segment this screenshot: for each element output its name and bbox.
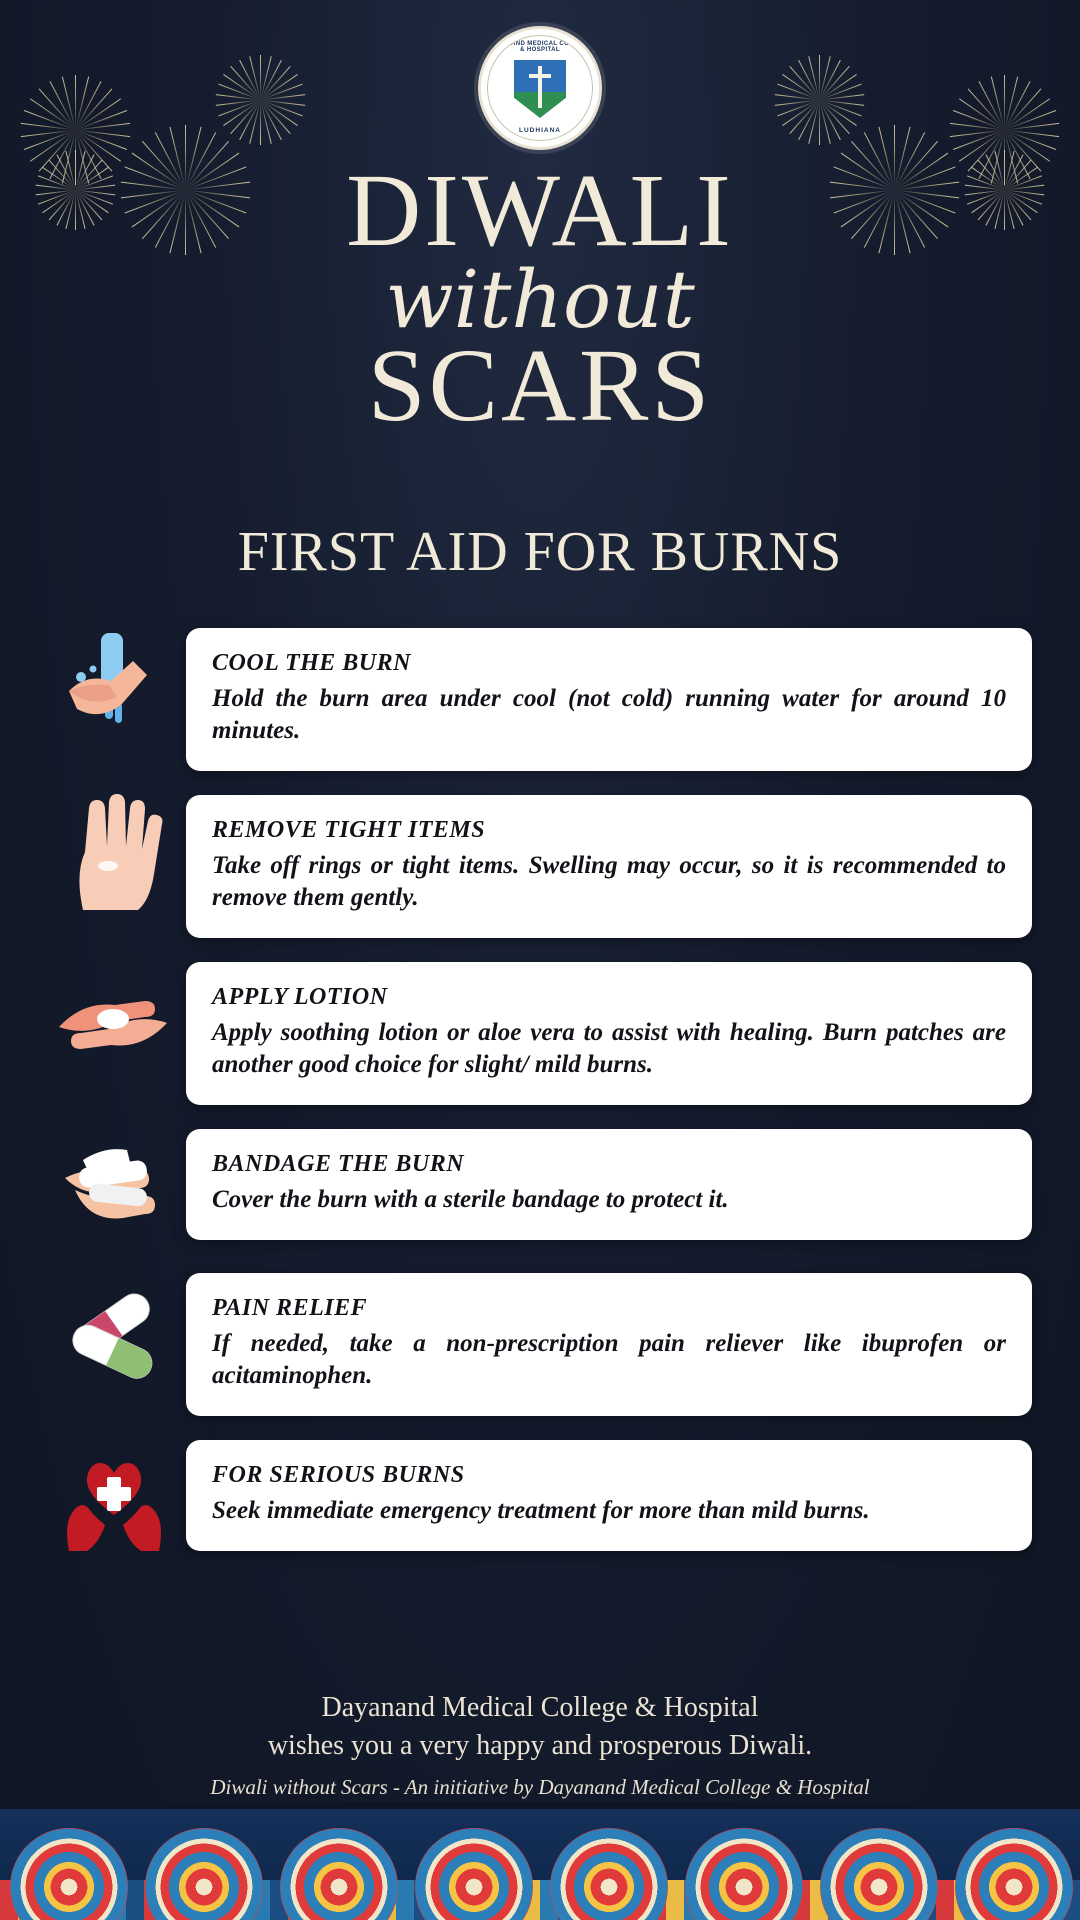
step-card	[186, 1129, 1032, 1240]
step-title: PAIN RELIEF	[212, 1295, 368, 1321]
step-text: If needed, take a non-prescription pain reliever like ibuprofen or acitaminophen.	[212, 1330, 1006, 1389]
firework-burst-icon	[950, 20, 1060, 130]
logo-ring-text: DAYANAND MEDICAL COLLEGE & HOSPITAL	[488, 41, 592, 53]
step-card	[186, 628, 1032, 771]
mandala-icon	[145, 1828, 263, 1920]
footer-tagline: Diwali without Scars - An initiative by Dayanand Medical College & Hospital	[210, 1775, 870, 1799]
hand-under-running-water-icon	[48, 628, 180, 748]
mandala-icon	[415, 1828, 533, 1920]
footer-line-1: Dayanand Medical College & Hospital	[321, 1692, 759, 1724]
list-item	[0, 1273, 1080, 1416]
first-aid-steps-list	[0, 628, 1080, 1584]
step-card	[186, 962, 1032, 1105]
mandala-icon	[685, 1828, 803, 1920]
step-card	[186, 795, 1032, 938]
step-text: Apply soothing lotion or aloe vera to assist with healing. Burn patches are another good choice for slight/ mild burns.	[212, 1019, 1006, 1078]
poster-subtitle: FIRST AID FOR BURNS	[237, 521, 843, 583]
hospital-logo	[478, 26, 602, 150]
step-title: APPLY LOTION	[212, 984, 388, 1010]
mandala-icon	[10, 1828, 128, 1920]
firework-burst-icon	[775, 10, 865, 100]
step-title: BANDAGE THE BURN	[212, 1151, 465, 1177]
step-card	[186, 1273, 1032, 1416]
list-item	[0, 628, 1080, 771]
bandaged-hand-icon	[48, 1129, 180, 1249]
hands-holding-heart-cross-icon	[48, 1440, 180, 1560]
footer	[0, 1689, 1080, 1800]
hand-with-ring-icon	[48, 795, 180, 915]
title-line-1: DIWALI	[346, 153, 734, 268]
step-title: REMOVE TIGHT ITEMS	[212, 817, 486, 843]
logo-inner	[487, 35, 593, 141]
footer-line-2: wishes you a very happy and prosperous Diwali.	[267, 1730, 813, 1762]
step-title: FOR SERIOUS BURNS	[212, 1462, 465, 1488]
mandala-icon	[820, 1828, 938, 1920]
firework-burst-icon	[20, 20, 130, 130]
list-item	[0, 1129, 1080, 1249]
poster-title	[0, 153, 1080, 443]
step-card	[186, 1440, 1032, 1551]
rangoli-border-decoration	[0, 1802, 1080, 1920]
list-item	[0, 1440, 1080, 1560]
caduceus-crest-icon	[514, 60, 566, 118]
hands-applying-lotion-icon	[48, 962, 180, 1082]
mandala-icon	[550, 1828, 668, 1920]
mandala-icon	[955, 1828, 1073, 1920]
step-title: COOL THE BURN	[212, 650, 411, 676]
step-text: Hold the burn area under cool (not cold) running water for around 10 minutes.	[212, 685, 1006, 744]
list-item	[0, 795, 1080, 938]
step-text: Take off rings or tight items. Swelling may occur, so it is recommended to remove them gently.	[212, 852, 1006, 911]
step-text: Cover the burn with a sterile bandage to protect it.	[212, 1186, 729, 1213]
title-line-2: without	[385, 252, 695, 346]
firework-burst-icon	[215, 10, 305, 100]
list-item	[0, 962, 1080, 1105]
title-line-3: SCARS	[367, 327, 713, 443]
step-text: Seek immediate emergency treatment for more than mild burns.	[212, 1497, 870, 1524]
pills-capsules-icon	[48, 1273, 180, 1393]
mandala-icon	[280, 1828, 398, 1920]
logo-bottom-text: LUDHIANA	[519, 127, 561, 134]
